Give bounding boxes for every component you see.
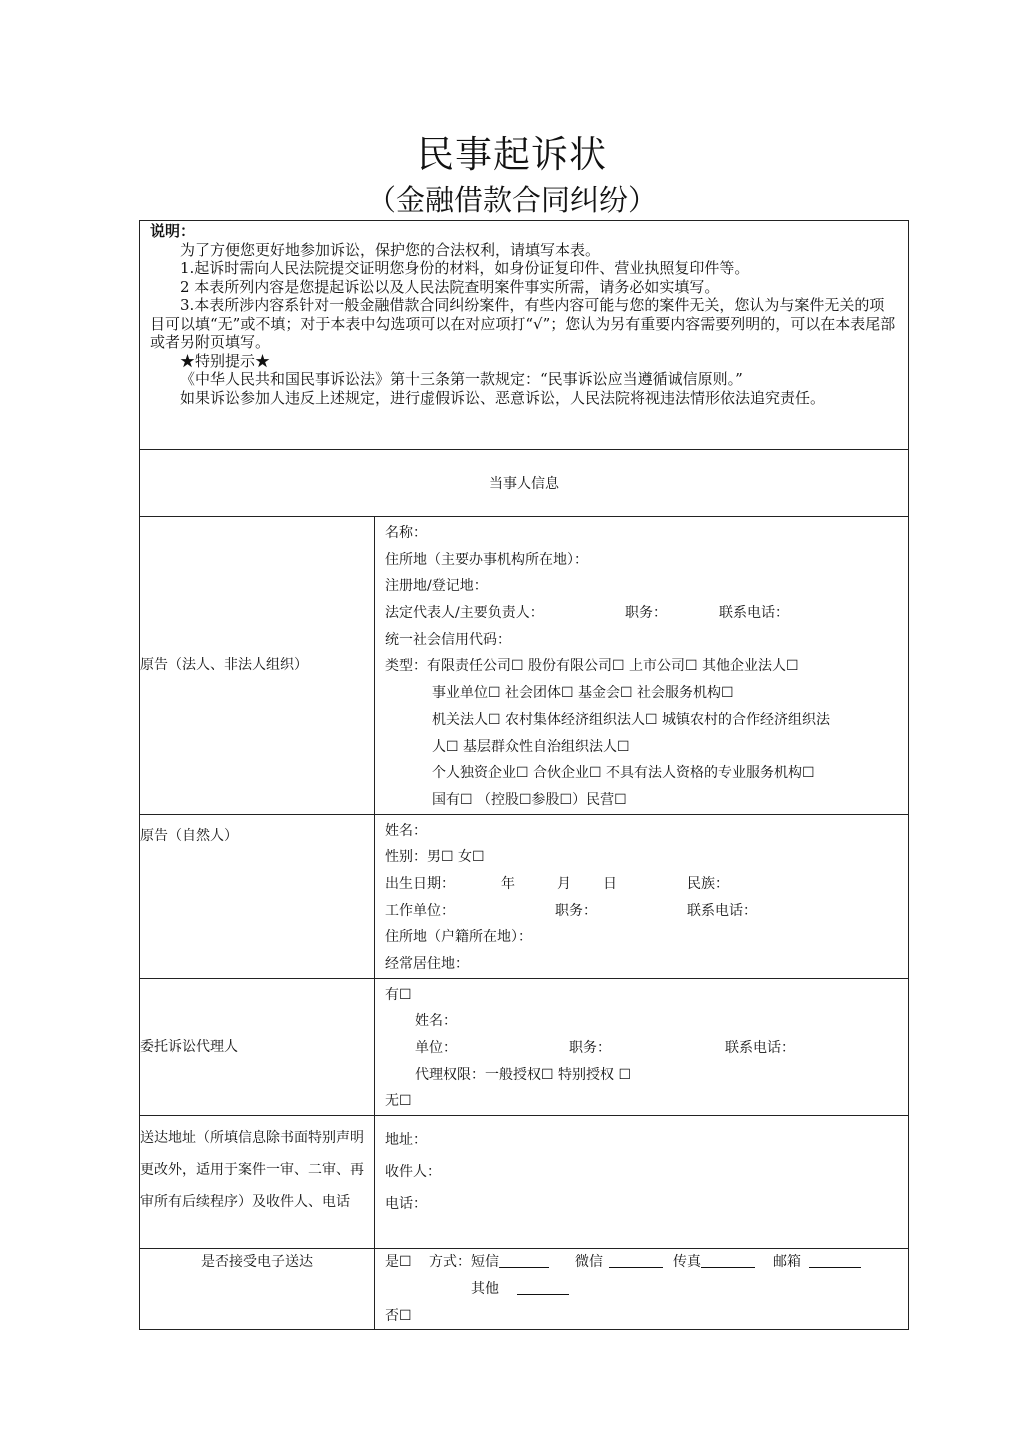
domicile-field[interactable]: 住所地（户籍所在地）： [385,929,532,946]
org-name-field[interactable]: 名称： [385,525,427,541]
person-employer-row [385,898,898,925]
instruction-paragraph: 如果诉讼参加人违反上述规定，进行虚假诉讼、恶意诉讼，人民法院将视违法情形依法追究责任。 [180,388,826,407]
instruction-paragraph: 3.本表所涉内容系针对一般金融借款合同纠纷案件，有些内容可能与您的案件无关，您认为与案件无关的项目可以填“无”或不填；对于本表中勾选项可以在对应项打“√”；您认为另有重要内容需要列明的，可以在本表尾部或者另附页填写。 [150,296,896,351]
employer-field[interactable]: 工作单位： [385,902,455,919]
method-other-label: 其他 [471,1280,499,1297]
document-title: 民事起诉状 [417,133,607,176]
birth-date-label[interactable]: 出生日期： [385,875,455,892]
section-title: 当事人信息 [140,450,909,517]
org-type-checkboxes[interactable]: 人☐ 基层群众性自治组织法人☐ [432,738,630,755]
electronic-delivery-fields [375,1249,909,1330]
electronic-methods-row [385,1249,898,1276]
complaint-form-table [139,220,909,1330]
agent-phone-field[interactable]: 联系电话： [725,1040,795,1057]
method-wechat-label: 微信 [575,1254,603,1271]
fax-blank[interactable] [701,1251,755,1268]
ethnicity-field[interactable]: 民族： [687,875,729,892]
delivery-address-field[interactable]: 地址： [385,1132,427,1149]
method-fax-label: 传真 [673,1254,701,1271]
electronic-no-checkbox[interactable]: 否☐ [385,1307,412,1324]
org-phone-field[interactable]: 联系电话： [719,605,789,622]
org-credit-code-field[interactable]: 统一社会信用代码： [385,631,511,648]
org-position-field[interactable]: 职务： [625,605,667,622]
org-type-checkboxes[interactable]: 类型：有限责任公司☐ 股份有限公司☐ 上市公司☐ 其他企业法人☐ [385,658,799,675]
plaintiff-org-label: 原告（法人、非法人组织） [140,517,375,815]
birth-day-label: 日 [603,875,617,892]
birth-year-label: 年 [501,875,515,892]
document-subtitle: （金融借款合同纠纷） [366,183,657,217]
org-type-checkboxes[interactable]: 机关法人☐ 农村集体经济组织法人☐ 城镇农村的合作经济组织法 [432,711,831,728]
electronic-yes-checkbox[interactable]: 是☐ [385,1254,412,1271]
agent-name-field[interactable]: 姓名： [415,1013,457,1030]
instructions [140,221,908,407]
electronic-other-row [385,1276,898,1303]
birth-month-label: 月 [557,875,571,892]
agent-label: 委托诉讼代理人 [140,978,375,1115]
instruction-paragraph: 《中华人民共和国民事诉讼法》第十三条第一款规定：“民事诉讼应当遵循诚信原则。” [180,370,743,388]
agent-yes-checkbox[interactable]: 有☐ [385,986,412,1003]
org-type-checkboxes[interactable]: 个人独资企业☐ 合伙企业☐ 不具有法人资格的专业服务机构☐ [432,765,815,782]
org-address-field[interactable]: 住所地（主要办事机构所在地）： [385,551,588,568]
instruction-paragraph: 1.起诉时需向人民法院提交证明您身份的材料，如身份证复印件、营业执照复印件等。 [180,259,750,277]
org-rep-row [385,600,898,627]
delivery-fields [375,1116,909,1249]
electronic-delivery-label: 是否接受电子送达 [140,1249,375,1330]
person-birth-row [385,871,898,898]
plaintiff-org-fields [375,517,909,815]
person-position-field[interactable]: 职务： [555,902,597,919]
org-type-checkboxes[interactable]: 国有☐ （控股☐参股☐）民营☐ [432,791,627,808]
org-legal-rep-field[interactable]: 法定代表人/主要负责人： [385,605,544,622]
sms-blank[interactable] [499,1251,549,1268]
person-phone-field[interactable]: 联系电话： [687,902,757,919]
email-blank[interactable] [809,1251,861,1268]
agent-unit-field[interactable]: 单位： [415,1040,457,1057]
org-type-checkboxes[interactable]: 事业单位☐ 社会团体☐ 基金会☐ 社会服务机构☐ [432,685,734,702]
plaintiff-person-label: 原告（自然人） [140,814,375,978]
plaintiff-person-fields [375,814,909,978]
wechat-blank[interactable] [609,1251,663,1268]
instructions-cell [140,221,909,450]
person-gender-checkboxes[interactable]: 性别：男☐ 女☐ [385,849,485,866]
instruction-paragraph: 2 本表所列内容是您提起诉讼以及人民法院查明案件事实所需，请务必如实填写。 [180,277,720,296]
agent-unit-row [385,1035,898,1062]
delivery-phone-field[interactable]: 电话： [385,1196,427,1213]
other-blank[interactable] [517,1278,569,1295]
agent-no-checkbox[interactable]: 无☐ [385,1093,412,1110]
residence-field[interactable]: 经常居住地： [385,956,469,972]
instruction-paragraph: 为了方便您更好地参加诉讼，保护您的合法权利，请填写本表。 [180,240,601,259]
org-registered-field[interactable]: 注册地/登记地： [385,578,488,595]
delivery-label: 送达地址（所填信息除书面特别声明更改外，适用于案件一审、二审、再审所有后续程序）及收件人、电话 [140,1116,375,1249]
agent-fields [375,978,909,1115]
method-email-label: 邮箱 [773,1254,801,1271]
agent-position-field[interactable]: 职务： [569,1040,611,1057]
method-sms-label: 方式：短信 [429,1254,499,1271]
person-name-field[interactable]: 姓名： [385,822,427,839]
agent-authority-checkboxes[interactable]: 代理权限：一般授权☐ 特别授权 ☐ [415,1066,632,1083]
special-notice-heading: ★特别提示★ [180,351,271,370]
instructions-heading: 说明： [150,222,196,240]
delivery-recipient-field[interactable]: 收件人： [385,1164,441,1181]
